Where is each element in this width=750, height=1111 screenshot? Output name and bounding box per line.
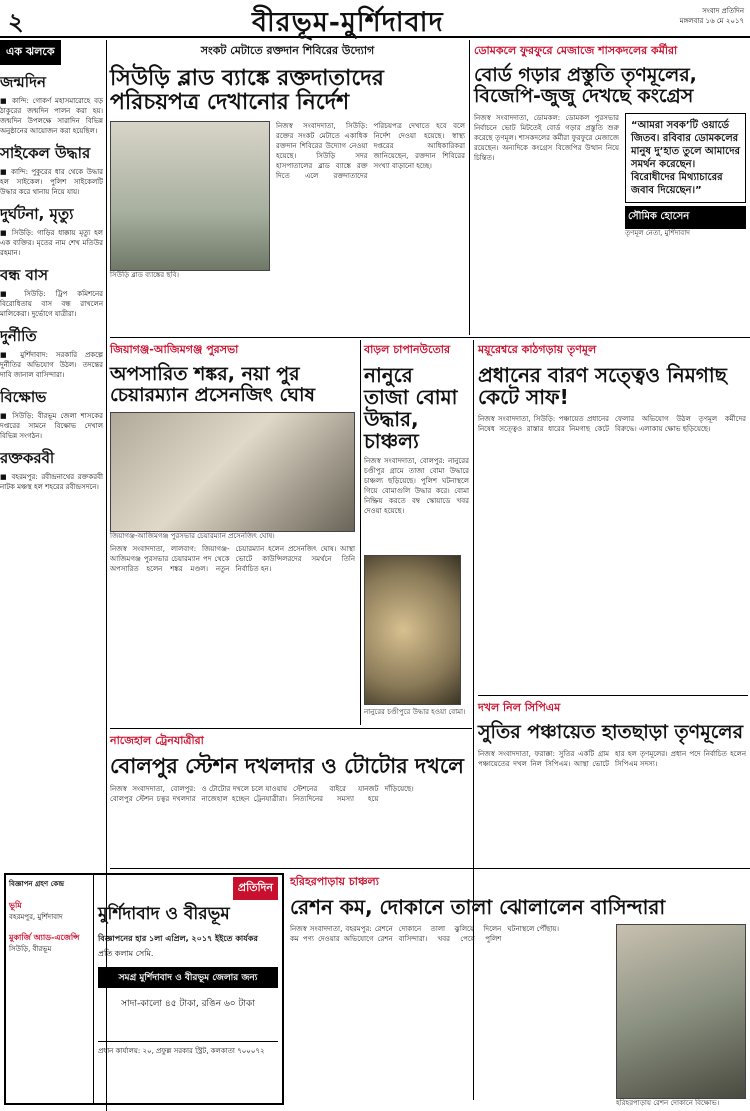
ad-brand: প্রতিদিন [233,877,278,900]
story-headline: সিউড়ি ব্লাড ব্যাঙ্কে রক্তদাতাদের পরিচয়পত্র দেখানোর নির্দেশ [110,66,384,116]
story-kicker: নাজেহাল ট্রেনযাত্রীরা [110,734,204,747]
story-kicker: ডোমকলে ফুরফুরে মেজাজে শাসকদলের কর্মীরা [474,44,678,57]
story-body: নিজস্ব সংবাদদাতা, সিউড়ি: রক্তের সংকট মেটাতে একাধিক রক্তদান শিবিরের উদ্যোগ নেওয়া হয়েছে। সিউড়ি সদর হাসপাতালের ব্লাড ব্যাঙ্কে রক্ত দিতে এলে রক্তদাতাদের পরিচয়পত্র দেখাতে হবে বলে নির্দেশ দেওয়া হয়েছে। স্বাস্থ্য দপ্তরের আধিকারিকরা জানিয়েছেন, রক্তদান শিবিরের সংখ্যা বাড়ানো হচ্ছে। [276,122,465,181]
ad-contacts [6,875,94,1103]
row-divider [110,868,750,869]
column-divider [360,340,361,725]
story-body: নিজস্ব সংবাদদাতা, লালবাগ: জিয়াগঞ্জ-আজিমগঞ্জ পুরসভার চেয়ারম্যান পদ থেকে অপসারিত হলেন শঙ্কর মণ্ডল। নতুন চেয়ারম্যান হলেন প্রসেনজিৎ ঘোষ। আস্থা ভোটে কাউন্সিলরদের সমর্থনে তিনি নির্বাচিত হন। [110,544,355,573]
meeting-photo [110,412,355,532]
quote-author: সৌমিক হোসেন [625,206,746,229]
protest-photo [616,924,746,1099]
row-divider [478,695,748,696]
story-suti [478,699,746,879]
quote-role: তৃণমূল নেতা, মুর্শিদাবাদ [625,228,690,237]
sidebar-heading: দুর্ঘটনা, মৃত্যু [0,205,74,223]
story-headline: রেশন কম, দোকানে তালা ঝোলালেন বাসিন্দারা [290,895,666,919]
sidebar-text: ■ কান্দি: গোকর্ণ মহাসমারোহে বড় ঠাকুরের জন্মদিন পালন করা হয়। জন্মদিন উপলক্ষে সারাদিন বিভিন্ন অনুষ্ঠানের আয়োজন করা হয়েছিল। [0,97,103,135]
story-mayureswar [478,341,746,679]
story-headline: নানুরে তাজা বোমা উদ্ধার, চাঞ্চল্য [364,363,458,453]
story-bolpur [110,732,470,869]
story-body: নিজস্ব সংবাদদাতা, বহরমপুর: রেশনে কম পণ্য দেওয়ার অভিযোগে রেশন দোকানে তালা ঝুলিয়ে দিলেন বাসিন্দারা। খবর পেয়ে পুলিশ ঘটনাস্থলে পৌঁছায়। [290,925,560,943]
story-kicker: সংকট মেটাতে রক্তদান শিবিরের উদ্যোগ [200,44,375,57]
sidebar-text: ■ মুর্শিদাবাদ: সরকারি প্রকল্পে দুর্নীতির অভিযোগ উঠল। তদন্তের দাবি জানাল বাসিন্দারা। [0,351,103,379]
photo-caption: হরিহরপাড়ায় রেশন দোকানে বিক্ষোভ। [616,1099,720,1107]
sidebar-tag: এক ঝলকে [0,40,61,65]
sidebar-heading: বন্ধ বাস [0,266,49,284]
pull-quote: “আমরা সবক’টি ওয়ার্ডে জিতব। রবিবার ডোমকলের মানুষ দু’হাত তুলে আমাদের সমর্থন করেছেন। বিরোধীদের মিথ্যাচারের জবাব দিয়েছেন।” [625,113,746,203]
story-body: নিজস্ব সংবাদদাতা, সিউড়ি: পঞ্চায়েত প্রধানের নিষেধ সত্ত্বেও রাস্তার ধারের নিমগাছ কেটে ফেলার অভিযোগ উঠল তৃণমূল কর্মীদের বিরুদ্ধে। এলাকায় ক্ষোভ ছড়িয়েছে। [478,415,746,433]
column-divider [469,40,470,335]
ad-header: বিজ্ঞাপন গ্রহণ কেন্দ্র [9,880,64,888]
sidebar-text: ■ সিউড়ি: ট্রিপ কমিশনের বিরোধিতায় বাস বন্ধ রাখলেন মালিকেরা। দুর্ভোগে যাত্রীরা। [0,290,103,318]
sidebar-text: ■ সিউড়ি: বীরভূম জেলা শাসকের দপ্তরের সামনে বিক্ষোভ দেখাল বিভিন্ন সংগঠন। [0,412,103,440]
page-title: বীরভূম-মুর্শিদাবাদ [252,7,444,38]
sidebar-heading: রক্তকরবী [0,449,55,467]
ad-rate-line: প্রতি কলাম সেমি. [98,949,154,958]
story-kicker: ময়ূরেশ্বরে কাঠগড়ায় তৃণমূল [478,343,597,356]
story-headline: বোলপুর স্টেশন দখলদার ও টোটোর দখলে [110,754,464,778]
photo-caption: নানুরের চণ্ডীপুরে উদ্ধার হওয়া বোমা। [364,708,466,716]
page-number: ২ [8,8,24,36]
sidebar-heading: সাইকেল উদ্ধার [0,144,91,162]
publication-date: মঙ্গলবার ১৬ মে ২০১৭ [679,17,744,25]
sidebar [0,40,103,492]
ad-rates: সাদা-কালো ৪৫ টাকা, রঙিন ৬০ টাকা [121,999,255,1009]
story-kicker: জিয়াগঞ্জ-আজিমগঞ্জ পুরসভা [110,343,239,356]
story-body: নিজস্ব সংবাদদাতা, বোলপুর: বোলপুর স্টেশন চত্বর দখলদার ও টোটোর দখলে চলে যাওয়ায় নাজেহাল হচ্ছেন ট্রেনযাত্রীরা। স্টেশনের বাইরে যানজট নিত্যদিনের সমস্যা হয়ে দাঁড়িয়েছে। [110,785,414,804]
story-kicker: দখল নিল সিপিএম [478,701,561,714]
ad-title: মুর্শিদাবাদ ও বীরভূম [98,904,230,924]
story-blood-bank [110,42,465,336]
row-divider [110,728,472,729]
ad-block [4,873,284,1105]
story-kicker: বাড়ল চাপানউতোর [364,343,451,356]
photo-caption: সিউড়ি ব্লাড ব্যাঙ্কের ছবি। [110,271,180,280]
bomb-photo [364,555,461,705]
sidebar-text: ■ বহরমপুর: রবীন্দ্রনাথের রক্তকরবী নাটক মঞ্চস্থ হল শহরের রবীন্দ্রসদনে। [0,473,103,491]
ad-banner: সমগ্র মুর্শিদাবাদ ও বীরভূম জেলার জন্য [98,967,278,988]
sidebar-heading: জন্মদিন [0,73,46,91]
story-body: নিজস্ব সংবাদদাতা, ডোমকল: ডোমকল পুরসভার নির্বাচনে ভোট মিটতেই বোর্ড গড়ার প্রস্তুতি শুরু করেছে তৃণমূল। শাসকদলের কর্মীরা ফুরফুরে মেজাজে রয়েছেন। অন্যদিকে কংগ্রেস বিজেপির উত্থান নিয়ে চিন্তিত। [474,113,619,162]
ad-subtitle: বিজ্ঞাপনের হার ১লা এপ্রিল, ২০১৭ ইইতে কার্যকর [98,934,258,943]
ad-contact-detail: বহরমপুর, মুর্শিদাবাদ [9,913,63,921]
story-hariharpara [290,873,746,1109]
story-kicker: হরিহরপাড়ায় চাঞ্চল্য [290,875,379,888]
publication-name: সংবাদ প্রতিদিন [702,7,744,15]
ad-footer: প্রধান কার্যালয়: ২০, প্রফুল্ল সরকার স্ট্রিট, কলকাতা ৭০০০৭২ [98,1041,278,1057]
ad-contact-name: ভূমি [9,901,22,910]
row-divider [110,337,750,338]
story-body: নিজস্ব সংবাদদাতা, বোলপুর: নানুরের চণ্ডীপুর গ্রামে তাজা বোমা উদ্ধারে চাঞ্চল্য ছড়িয়েছে। পুলিশ ঘটনাস্থলে গিয়ে বোমাগুলি উদ্ধার করে। বোমা নিষ্ক্রিয় করতে বম্ব স্কোয়াডে খবর দেওয়া হয়েছে। [364,457,469,515]
masthead-info [539,6,744,26]
sidebar-heading: বিক্ষোভ [0,388,47,406]
story-jiaganj [110,341,355,704]
story-body: নিজস্ব সংবাদদাতা, ফরাক্কা: সুতির একটি গ্রাম পঞ্চায়েতের দখল নিল সিপিএম। আস্থা ভোটে হার হল তৃণমূলের। প্রধান পদে নির্বাচিত হলেন সিপিএম সদস্য। [478,749,746,768]
story-headline: প্রধানের বারণ সত্ত্বেও নিমগাছ কেটে সাফ! [478,363,727,409]
sidebar-text: ■ সিউড়ি: গাড়ির ধাক্কায় মৃত্যু হল এক ব্যক্তির। মৃতের নাম শেখ মতিউর রহমান। [0,229,103,257]
sidebar-text: ■ কান্দি: পুকুরের ধার থেকে উদ্ধার হল সাইকেল। পুলিশ সাইকেলটি উদ্ধার করে থানায় নিয়ে যায়। [0,168,103,196]
sidebar-heading: দুর্নীতি [0,327,37,345]
story-domkal [474,42,746,293]
story-headline: বোর্ড গড়ার প্রস্তুতি তৃণমূলের, বিজেপি-জুজু দেখছে কংগ্রেস [474,64,697,107]
ad-contact-name: মুকার্জি অ্যাড-এজেন্সি [9,933,80,942]
masthead [0,0,750,38]
ad-contact-detail: সিউড়ি, বীরভূম [9,945,52,953]
story-headline: অপসারিত শঙ্কর, নয়া পুর চেয়ারম্যান প্রসেনজিৎ ঘোষ [110,363,315,406]
photo-caption: জিয়াগঞ্জ-আজিমগঞ্জ পুরসভার চেয়ারম্যান প্রসেনজিৎ ঘোষ। [110,531,275,540]
blood-bank-photo [110,121,270,271]
story-headline: সুতির পঞ্চায়েত হাতছাড়া তৃণমূলের [478,721,744,743]
